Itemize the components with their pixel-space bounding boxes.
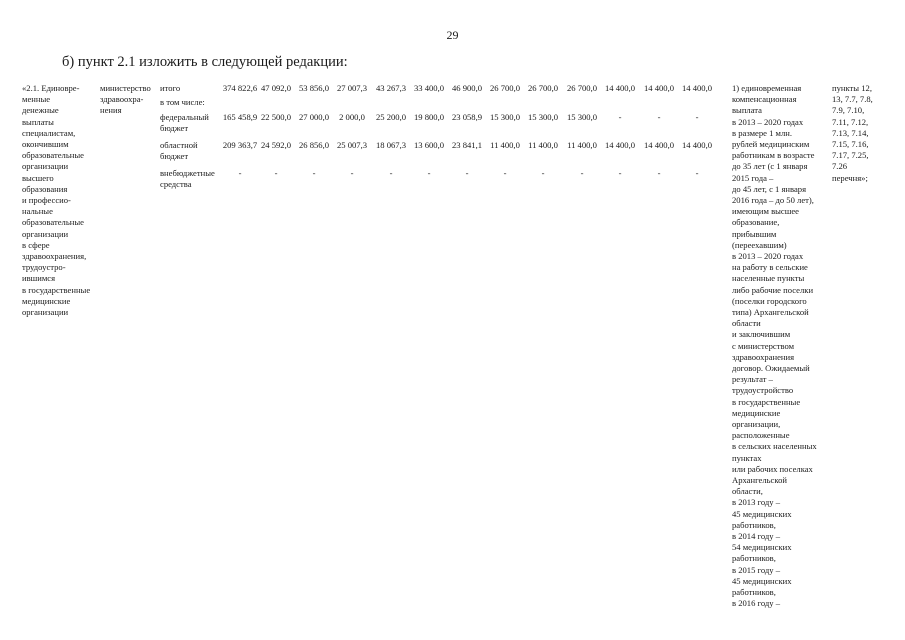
funding-value: 14 400,0 <box>604 140 636 150</box>
expected-result-line: в 2013 – 2020 годах <box>732 251 804 261</box>
funding-value: 11 400,0 <box>567 140 597 150</box>
funding-value: 11 400,0 <box>528 140 558 150</box>
expected-result-line: области <box>732 318 761 329</box>
measure-name-line: «2.1. Единовре- <box>22 83 80 93</box>
expected-result-line: медицинские <box>732 407 781 418</box>
funding-row-label: бюджет <box>160 151 189 162</box>
measure-name-line: образования <box>22 183 68 194</box>
funding-value: - <box>580 168 584 178</box>
funding-row-label: федеральный <box>160 112 209 122</box>
expected-result-line: работникам в возрасте <box>732 150 815 161</box>
measure-name-line: организации <box>22 228 69 239</box>
reference-line: 7.26 <box>832 161 848 172</box>
funding-value: 24 592,0 <box>260 140 292 150</box>
funding-value: 46 900,0 <box>451 83 483 93</box>
reference-line: перечня»; <box>832 172 868 183</box>
funding-row-label: итого <box>160 83 181 93</box>
funding-value: - <box>238 168 242 178</box>
expected-result-line: результат – <box>732 374 773 385</box>
expected-result-line: в размере 1 млн. <box>732 127 793 138</box>
funding-value: - <box>657 168 661 178</box>
expected-result-line: области, <box>732 486 763 497</box>
expected-result-line: типа) Архангельской <box>732 307 809 317</box>
funding-value: 14 400,0 <box>643 83 675 93</box>
executor-line: министерство <box>100 83 151 93</box>
expected-result-line: 1) единовременная <box>732 83 802 93</box>
funding-value: 209 363,7 <box>222 140 258 150</box>
funding-value: - <box>695 168 699 178</box>
funding-row-label: внебюджетные <box>160 168 215 178</box>
funding-value: - <box>274 168 278 178</box>
expected-result-line: работников, <box>732 553 776 564</box>
expected-result-line: в государственные <box>732 396 801 407</box>
funding-value: 23 841,1 <box>451 140 483 150</box>
expected-result-line: работников, <box>732 519 776 530</box>
funding-value: - <box>618 168 622 178</box>
expected-result-line: образование, <box>732 217 780 228</box>
funding-value: 27 007,3 <box>336 83 368 93</box>
expected-result-line: или рабочих поселках <box>732 463 813 474</box>
reference-line: 7.13, 7.14, <box>832 127 869 138</box>
reference-line: 7.9, 7.10, <box>832 105 865 116</box>
expected-result-line: (переехавшим) <box>732 239 787 250</box>
funding-value: 22 500,0 <box>260 112 292 122</box>
expected-result-line: в 2013 году – <box>732 497 781 508</box>
funding-value: - <box>695 112 699 122</box>
funding-value: 2 000,0 <box>339 112 365 122</box>
funding-value: 47 092,0 <box>260 83 292 93</box>
measure-name-line: высшего <box>22 172 54 183</box>
expected-result-line: 45 медицинских <box>732 575 792 586</box>
expected-result-line: в 2016 году – <box>732 598 781 609</box>
expected-result-line: прибывшим <box>732 228 777 239</box>
funding-value: 25 200,0 <box>375 112 407 122</box>
funding-value: 14 400,0 <box>604 83 636 93</box>
expected-result-line: до 45 лет, с 1 января <box>732 183 807 194</box>
funding-value: 15 300,0 <box>566 112 598 122</box>
expected-result-line: договор. Ожидаемый <box>732 363 810 373</box>
measure-name-line: трудоустро- <box>22 262 66 273</box>
expected-result-line: Архангельской <box>732 475 787 485</box>
funding-value: - <box>427 168 431 178</box>
section-heading: б) пункт 2.1 изложить в следующей редакции: <box>62 54 348 70</box>
measure-name-line: медицинские <box>22 295 71 306</box>
expected-result-line: на работу в сельские <box>732 262 808 273</box>
expected-result-line: 2015 года – <box>732 172 774 183</box>
measure-name-line: организации <box>22 307 69 317</box>
measure-name-line: специалистам, <box>22 127 76 138</box>
funding-value: - <box>465 168 469 178</box>
reference-line: 7.11, 7.12, <box>832 116 869 127</box>
funding-value: 14 400,0 <box>643 140 675 150</box>
reference-line: 13, 7.7, 7.8, <box>832 94 873 105</box>
expected-result-line: в 2013 – 2020 годах <box>732 116 804 127</box>
executor-line: нения <box>100 105 122 116</box>
reference-line: 7.15, 7.16, <box>832 139 869 149</box>
funding-row-label: в том числе: <box>160 97 205 107</box>
executor-line: здравоохра- <box>100 94 144 105</box>
funding-value: 11 400,0 <box>490 140 520 150</box>
funding-value: - <box>350 168 354 178</box>
expected-result-line: либо рабочие поселки <box>732 284 814 295</box>
expected-result-line: рублей медицинским <box>732 139 810 149</box>
measure-name-line: образовательные <box>22 150 84 161</box>
expected-result-line: в 2014 году – <box>732 531 781 541</box>
measure-name-line: организации <box>22 161 69 172</box>
expected-result-line: пунктах <box>732 452 762 463</box>
funding-value: 15 300,0 <box>527 112 559 122</box>
funding-value: 19 800,0 <box>413 112 445 122</box>
measure-name-line: окончившим <box>22 139 69 149</box>
funding-value: 26 700,0 <box>527 83 559 93</box>
expected-result-line: организации, <box>732 419 781 429</box>
measure-name-line: ившимся <box>22 273 56 284</box>
measure-name-line: здравоохранения, <box>22 251 87 261</box>
measure-name-line: менные <box>22 94 51 105</box>
funding-value: 43 267,3 <box>375 83 407 93</box>
funding-value: 25 007,3 <box>336 140 368 150</box>
funding-value: 23 058,9 <box>451 112 483 122</box>
expected-result-line: 54 медицинских <box>732 542 792 553</box>
measure-name-line: в государственные <box>22 284 91 295</box>
funding-row-label: бюджет <box>160 123 189 134</box>
expected-result-line: и заключившим <box>732 329 791 340</box>
funding-value: 374 822,6 <box>222 83 258 93</box>
expected-result-line: работников, <box>732 587 776 597</box>
measure-name-line: образовательные <box>22 217 84 228</box>
expected-result-line: 45 медицинских <box>732 508 792 519</box>
expected-result-line: имеющим высшее <box>732 206 799 217</box>
funding-value: 13 600,0 <box>413 140 445 150</box>
funding-value: - <box>618 112 622 122</box>
measure-name-line: денежные <box>22 105 59 116</box>
measure-name-line: и профессио- <box>22 195 71 205</box>
expected-result-line: расположенные <box>732 430 790 441</box>
funding-row-label: средства <box>160 179 192 190</box>
expected-result-line: в 2015 году – <box>732 564 781 575</box>
measure-name-line: выплаты <box>22 116 54 127</box>
expected-result-line: в сельских населенных <box>732 441 817 452</box>
funding-value: 26 700,0 <box>489 83 521 93</box>
page-number: 29 <box>446 28 459 42</box>
funding-value: 33 400,0 <box>413 83 445 93</box>
funding-value: 18 067,3 <box>375 140 407 150</box>
funding-value: 14 400,0 <box>681 83 713 93</box>
funding-value: - <box>657 112 661 122</box>
funding-value: 27 000,0 <box>298 112 330 122</box>
expected-result-line: здравоохранения <box>732 351 795 362</box>
funding-value: 53 856,0 <box>298 83 330 93</box>
expected-result-line: (поселки городского <box>732 295 807 306</box>
reference-line: пункты 12, <box>832 83 872 93</box>
funding-value: 15 300,0 <box>489 112 521 122</box>
funding-value: 165 458,9 <box>222 112 258 122</box>
expected-result-line: до 35 лет (с 1 января <box>732 161 808 172</box>
funding-value: - <box>389 168 393 178</box>
reference-line: 7.17, 7.25, <box>832 150 869 161</box>
funding-value: - <box>541 168 545 178</box>
funding-value: 26 700,0 <box>566 83 598 93</box>
funding-value: - <box>312 168 316 178</box>
expected-result-line: населенные пункты <box>732 273 805 284</box>
expected-result-line: выплата <box>732 105 762 116</box>
expected-result-line: трудоустройство <box>732 385 794 396</box>
measure-name-line: нальные <box>22 206 53 217</box>
expected-result-line: 2016 года – до 50 лет), <box>732 195 814 205</box>
measure-name-line: в сфере <box>22 239 50 250</box>
funding-value: 26 856,0 <box>298 140 330 150</box>
expected-result-line: с министерством <box>732 340 795 351</box>
expected-result-line: компенсационная <box>732 94 797 105</box>
funding-value: 14 400,0 <box>681 140 713 150</box>
funding-row-label: областной <box>160 140 198 150</box>
funding-value: - <box>503 168 507 178</box>
